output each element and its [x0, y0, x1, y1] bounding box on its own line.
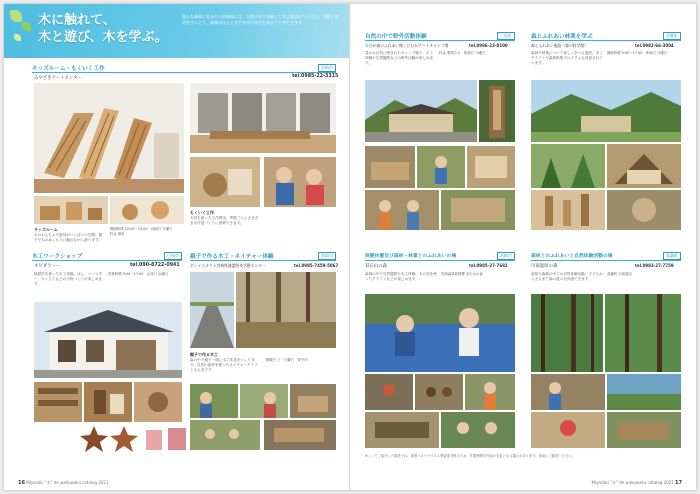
footer-note: ※ここでご紹介した施設では、新型コロナウイルス感染症対策のため、営業時間や内容が変更となる場合があります。事前にご確認ください。: [365, 454, 575, 458]
hero-title-line2: 木と遊び、木を学ぶ。: [38, 30, 168, 45]
venue-name: ボーイスカウト宮崎県連盟野外活動センター: [190, 263, 266, 268]
kyosei-photo-5: [531, 412, 605, 448]
kyosei-photo-3: [531, 374, 605, 410]
nature-caption-title: 親子で作る木工: [190, 352, 218, 357]
mokuiku-caption: 木材を使った工作教室。季節ごとにさまざまな作品づくりに挑戦できます。: [190, 216, 259, 225]
section-title: キッズルーム・もくいく工作: [32, 66, 105, 72]
shop-interior-photo-1: [34, 382, 82, 422]
nature-photo-1: [190, 384, 238, 418]
hoiku-photo-2: [415, 374, 463, 410]
magazine-spread: [4, 4, 696, 490]
section-title: 木工ワークショップ: [32, 254, 83, 260]
hero-lead: 豊かな森林に恵まれた宮崎県には、自然の中で体験して学ぶ施設がたくさん。実際に木材を手にとり、森林のはたらきや木の大切さを知ることができます。: [182, 14, 339, 25]
nature-info: 開催日 土・日曜日 要予約: [266, 358, 308, 362]
camp-photo-2: [417, 146, 465, 188]
kids-info-hours: 開館時間 10:00～20:00 休館日 火曜日: [110, 227, 173, 231]
forest-photo-3: [531, 190, 605, 230]
forest-info: 開館時間 9:00～17:00 休館日 月曜日: [607, 51, 668, 55]
phone-number: tel.090-8722-0941: [130, 263, 180, 268]
hero-title-line1: 木に触れて、: [38, 13, 116, 28]
toy-photo-2: [110, 196, 184, 224]
venue-name: ひむか森のふれあい館 / ひむかアートキャンプ場: [365, 43, 449, 48]
nature-photo-5: [264, 420, 336, 450]
area-tag: 宮崎市: [318, 252, 336, 260]
forest-photo-1: [531, 144, 605, 188]
kids-caption: 木のおもちゃや遊具がいっぱいの空間。親子で木のぬくもりに触れながら遊べます。: [34, 233, 103, 242]
phone-number: tel.0986-23-8100: [469, 43, 508, 48]
shop-interior-photo-2: [84, 382, 132, 422]
kyosei-photo-6: [607, 412, 681, 448]
area-tag: 高鍋町: [663, 252, 681, 260]
forest-hall-photo: [531, 80, 681, 142]
shop-interior-photo-3: [134, 382, 182, 422]
kyosei-section-header: [531, 252, 681, 261]
hoiku-main-photo: [365, 294, 515, 372]
camp-photo-5: [441, 190, 515, 230]
nature-photo-4: [190, 420, 260, 450]
page-number: 16: [18, 480, 25, 486]
venue-name: 双石山の森: [365, 264, 387, 269]
craft-photo-1: [190, 157, 260, 207]
venue-name: 森とふれあい施設（森の科学館）: [531, 43, 588, 48]
kyosei-photo-1: [531, 294, 603, 372]
phone-number: tel.0985-7459-5067: [294, 263, 339, 268]
toy-photo-1: [34, 196, 108, 224]
camp-section-header: [365, 32, 515, 41]
hoiku-photo-1: [365, 374, 413, 410]
venue-name: みやざきアートセンター: [34, 76, 82, 81]
section-title: 自然の中で野外活動体験: [365, 34, 427, 40]
nature-section-header: [190, 252, 336, 261]
kids-room-photo: [34, 83, 184, 193]
section-title: 森とふれあい林業を学ぶ: [531, 34, 593, 40]
right-folio: [592, 480, 683, 486]
forest-photo-2: [607, 144, 681, 188]
hoiku-photo-5: [441, 412, 515, 448]
forest-body: 森林や林業について楽しく学べる施設。木工クラフトや森林散策プログラムも用意されています。: [531, 51, 603, 65]
folio-label: Miyazaki "木" de wakuwaku catalog 2021: [26, 480, 109, 485]
nature-photo-2: [240, 384, 288, 418]
hoiku-section-header: [365, 252, 515, 261]
mokko-info: 営業時間 9:00～17:00 定休日 水曜日: [108, 272, 169, 276]
kyosei-info: 高鍋町 川南湿原: [607, 272, 632, 276]
camp-body: 豊かな自然に囲まれたキャンプ場で、木工体験や自然観察などの野外活動が楽しめます。: [365, 51, 434, 65]
kids-info-fee: 料金 無料: [110, 232, 125, 236]
left-folio: [18, 480, 109, 486]
phone-number: tel.0983-27-7759: [635, 263, 674, 268]
area-tag: 宮崎市: [318, 64, 336, 72]
hero-title: [38, 12, 178, 46]
phone-number: tel.0985-27-7682: [469, 263, 508, 268]
area-tag: 日南市: [164, 252, 182, 260]
phone-number: tel.0985-22-3315: [292, 74, 339, 79]
venue-name: オビダラシー: [34, 264, 61, 269]
camp-photo-3: [467, 146, 515, 188]
kids-info: [110, 227, 186, 237]
kids-section-header: [32, 64, 336, 73]
phone-number: tel.0982-66-3004: [635, 43, 674, 48]
road-photo: [190, 272, 234, 348]
workshop-room-photo: [190, 83, 336, 153]
hoiku-photo-3: [465, 374, 515, 410]
camp-info: 料金 要問合せ 休館日 月曜日: [439, 51, 486, 55]
mokuiku-caption-title: もくいく工作: [190, 210, 214, 215]
hoiku-photo-4: [365, 412, 439, 448]
area-tag: 三股町: [497, 32, 515, 40]
wooden-crafts-illustration: [80, 424, 190, 454]
nature-caption: 森の中で親子一緒に木工作品をつくります。自然の素材を使ったネイチャークラフトも人気です。: [190, 358, 258, 372]
craft-photo-2: [264, 157, 336, 207]
camp-lodge-photo: [365, 80, 477, 142]
camp-photo-1: [365, 146, 415, 188]
camp-photo-4: [365, 190, 439, 230]
right-page: [351, 4, 696, 490]
venue-name: 川南湿原の森: [531, 264, 558, 269]
kyosei-photo-4: [607, 374, 681, 410]
kyosei-photo-2: [605, 294, 681, 372]
hero-banner: [4, 4, 349, 58]
area-tag: 宮崎市: [497, 252, 515, 260]
page-number: 17: [675, 480, 682, 486]
section-title: 森林とのふれあいと自然体験活動の場: [531, 254, 613, 259]
forest-section-header: [531, 32, 681, 41]
kids-caption-title: キッズルーム: [34, 227, 58, 232]
forest-path-photo: [236, 272, 336, 348]
mokko-section-header: [32, 252, 182, 261]
nature-photo-3: [290, 384, 336, 418]
area-tag: 美郷町: [663, 32, 681, 40]
hoiku-info: 宮崎森林管理署 双石山の森: [441, 272, 483, 276]
kyosei-body: 湿原や森林の中での自然体験活動。子どもから大人まで森の恵みを体感できます。: [531, 272, 603, 281]
mokko-body: 飫肥杉を使った木工体験。はし、コースター、ペン立てなどの小物づくりが楽しめます。: [34, 272, 103, 286]
folio-label: Miyazaki "木" de wakuwaku catalog 2021: [591, 480, 674, 485]
section-title: 保健休養及び森林・林業とのふれあいの場: [365, 254, 457, 259]
section-title: 親子で作る木工・ネイチャー体験: [190, 254, 274, 260]
workshop-building-photo: [34, 302, 182, 378]
forest-photo-4: [607, 190, 681, 230]
hoiku-body: 森林の中で自然観察や木工体験、木の実を使ったクラフトなどが楽しめます。: [365, 272, 437, 281]
camp-sign-photo: [479, 80, 515, 142]
left-page: [4, 4, 349, 490]
